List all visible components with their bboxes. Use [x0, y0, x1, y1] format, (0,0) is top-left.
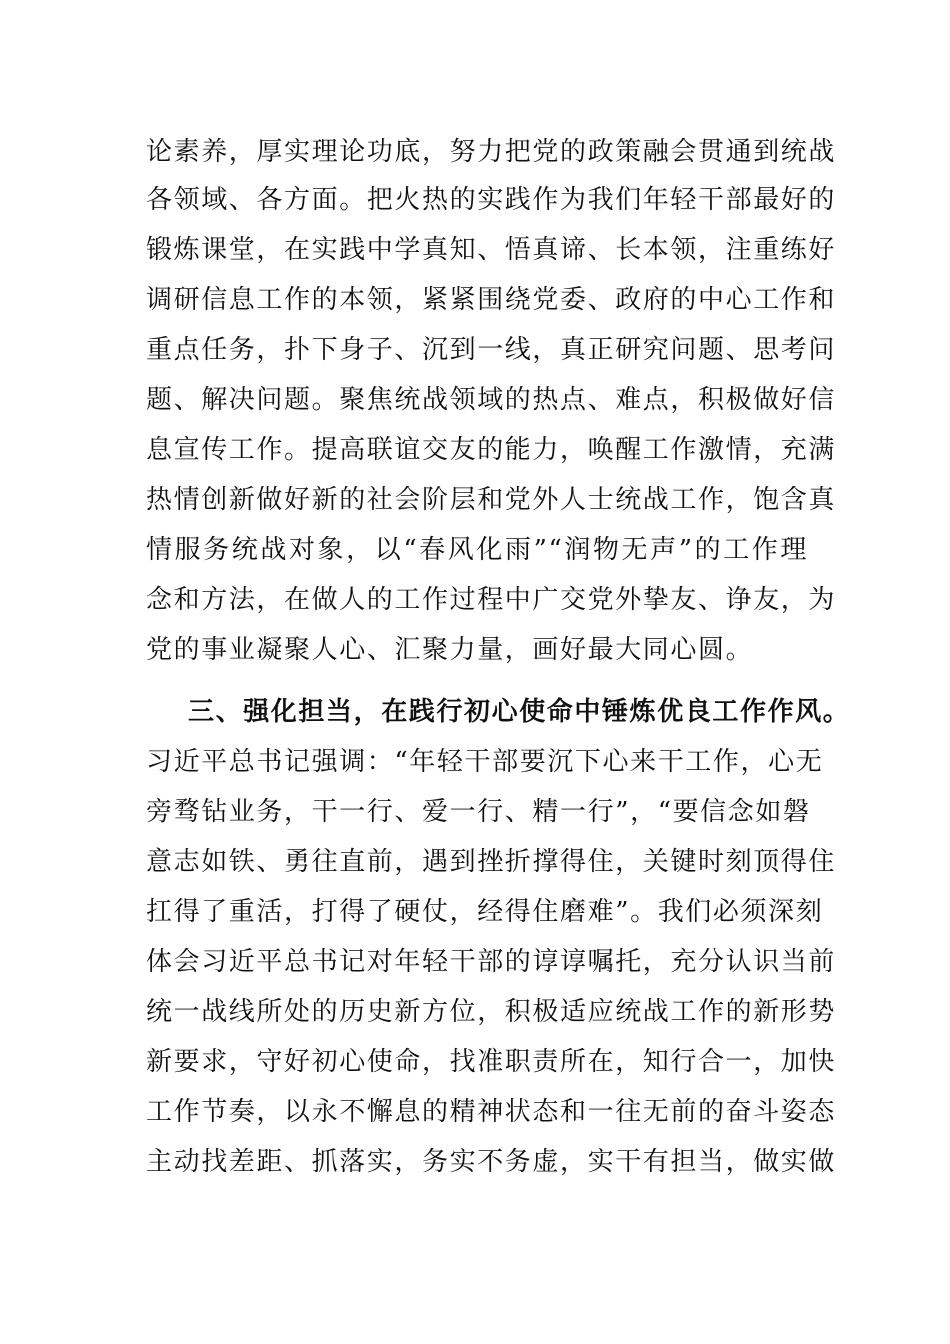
body-line: 情服务统战对象，以“春风化雨”“润物无声”的工作理	[146, 535, 808, 565]
body-line: 旁骛钻业务，干一行、爱一行、精一行”，“要信念如磐	[146, 797, 811, 827]
body-line: 工作节奏，以永不懈息的精神状态和一往无前的奋斗姿态	[146, 1097, 837, 1127]
body-line: 热情创新做好新的社会阶层和党外人士统战工作，饱含真	[146, 485, 837, 515]
body-line: 扛得了重活，打得了硬仗，经得住磨难”。我们必须深刻	[146, 897, 824, 927]
body-line: 统一战线所处的历史新方位，积极适应统战工作的新形势	[146, 997, 837, 1027]
body-line: 重点任务，扑下身子、沉到一线，真正研究问题、思考问	[146, 335, 837, 365]
body-line: 习近平总书记强调：“年轻干部要沉下心来干工作，心无	[146, 747, 824, 777]
body-line: 意志如铁、勇往直前，遇到挫折撑得住，关键时刻顶得住	[146, 847, 837, 877]
body-line: 体会习近平总书记对年轻干部的谆谆嘱托，充分认识当前	[146, 947, 837, 977]
body-line: 主动找差距、抓落实，务实不务虚，实干有担当，做实做	[146, 1147, 837, 1177]
body-line: 调研信息工作的本领，紧紧围绕党委、政府的中心工作和	[146, 285, 837, 315]
body-line: 息宣传工作。提高联谊交友的能力，唤醒工作激情，充满	[146, 435, 837, 465]
body-line: 各领域、各方面。把火热的实践作为我们年轻干部最好的	[146, 185, 837, 215]
body-line: 念和方法，在做人的工作过程中广交党外挚友、诤友，为	[146, 585, 837, 615]
body-line: 新要求，守好初心使命，找准职责所在，知行合一，加快	[146, 1047, 837, 1077]
body-line: 锻炼课堂，在实践中学真知、悟真谛、长本领，注重练好	[146, 235, 837, 265]
section-heading: 三、强化担当，在践行初心使命中锤炼优良工作作风。	[188, 697, 851, 727]
body-line: 题、解决问题。聚焦统战领域的热点、难点，积极做好信	[146, 385, 837, 415]
body-line-last: 党的事业凝聚人心、汇聚力量，画好最大同心圆。	[146, 635, 754, 665]
body-line: 论素养，厚实理论功底，努力把党的政策融会贯通到统战	[146, 137, 837, 167]
